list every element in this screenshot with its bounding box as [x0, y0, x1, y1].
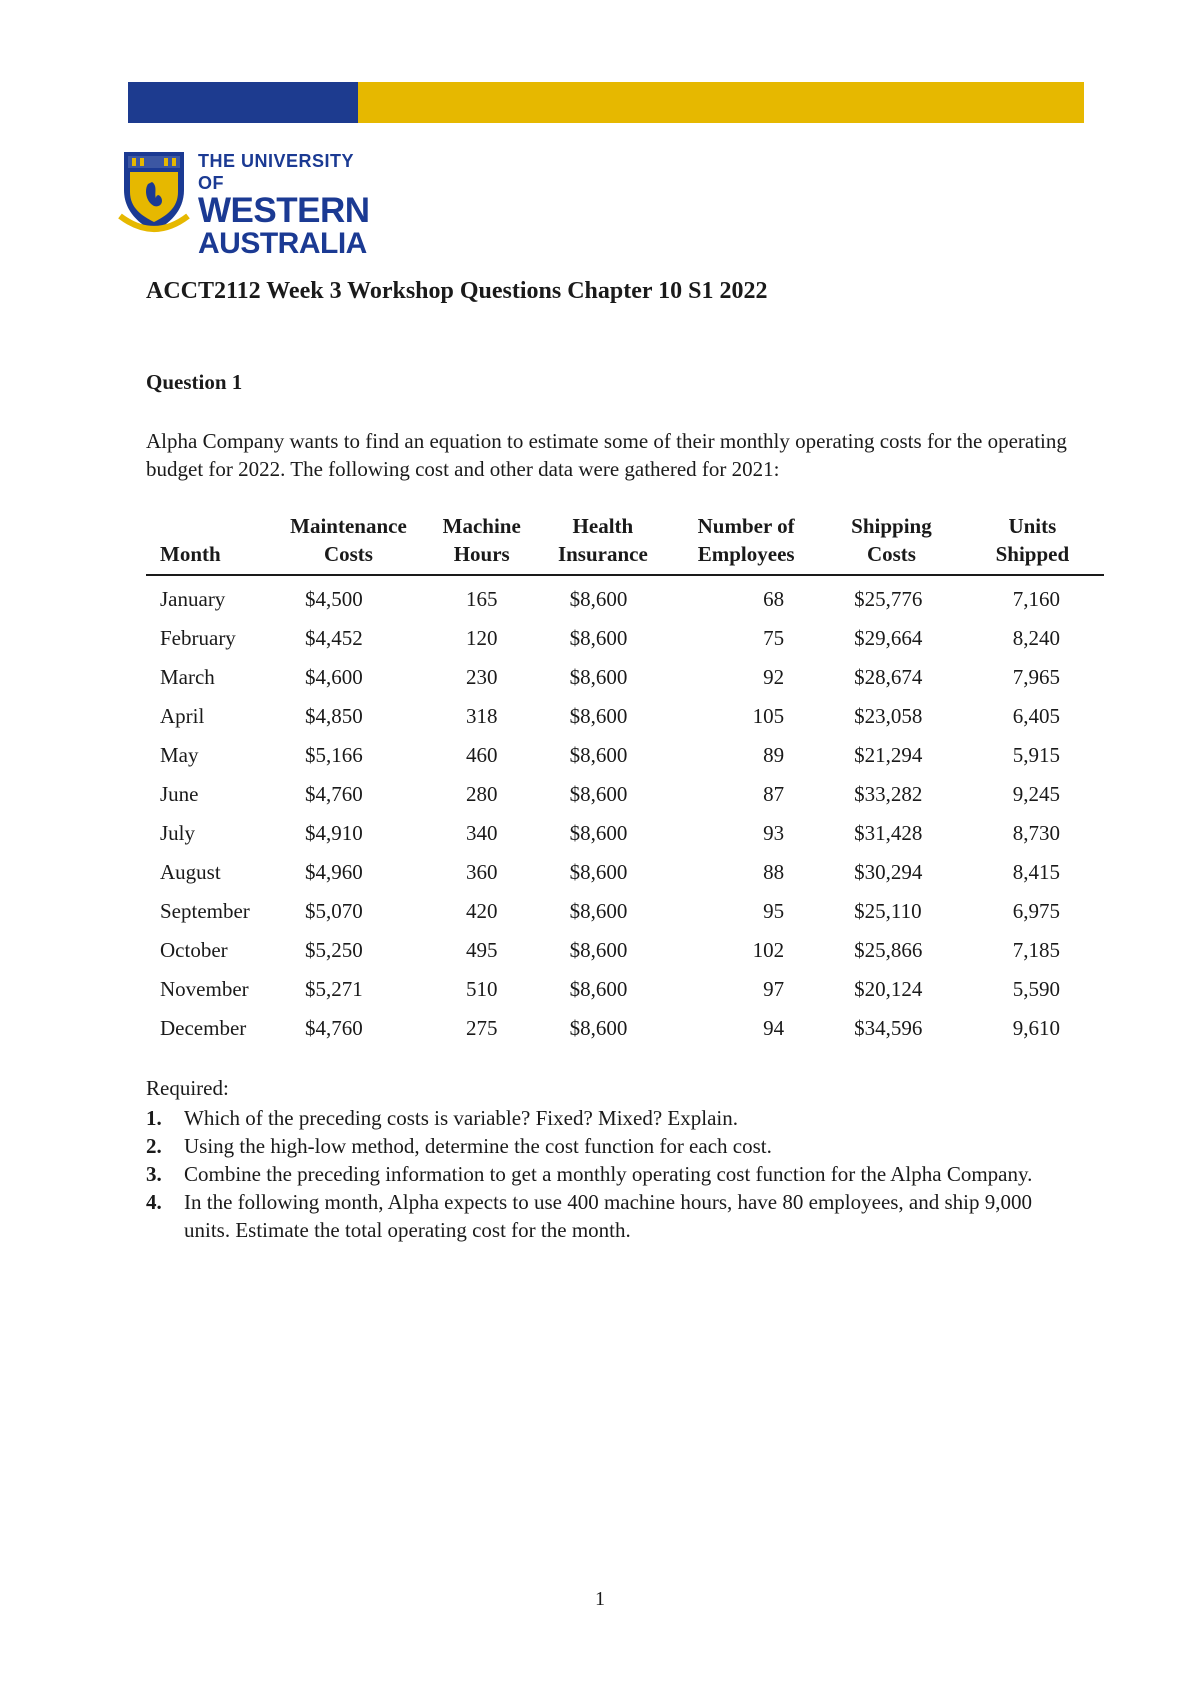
cell-number-of-employees: 92 — [763, 665, 785, 689]
cell-machine-hours: 495 — [465, 938, 498, 962]
cell-machine-hours: 340 — [465, 821, 498, 845]
list-item-text: Using the high-low method, determine the cost function for each cost. — [184, 1134, 772, 1158]
cell-health-insurance: $8,600 — [569, 1016, 628, 1040]
table-row — [146, 697, 1104, 736]
cell-number-of-employees: 87 — [763, 782, 785, 806]
cell-month: August — [160, 860, 221, 884]
cell-health-insurance: $8,600 — [569, 977, 628, 1001]
cell-shipping-costs: $28,674 — [854, 665, 923, 689]
cell-health-insurance: $8,600 — [569, 626, 628, 650]
cell-number-of-employees: 95 — [763, 899, 785, 923]
cell-maintenance-costs: $4,760 — [305, 782, 363, 806]
table-row — [146, 658, 1104, 697]
document-title: ACCT2112 Week 3 Workshop Questions Chapter 10 S1 2022 — [146, 278, 768, 304]
cell-maintenance-costs: $5,271 — [305, 977, 363, 1001]
cell-shipping-costs: $33,282 — [854, 782, 923, 806]
cell-month: November — [160, 977, 249, 1001]
cell-units-shipped: 5,915 — [1012, 743, 1060, 767]
cell-health-insurance: $8,600 — [569, 860, 628, 884]
cell-maintenance-costs: $4,760 — [305, 1016, 363, 1040]
table-row — [146, 931, 1104, 970]
header-month: Month — [146, 512, 269, 575]
table-row — [146, 775, 1104, 814]
cell-health-insurance: $8,600 — [569, 665, 628, 689]
cell-shipping-costs: $34,596 — [854, 1016, 923, 1040]
cell-health-insurance: $8,600 — [569, 587, 628, 611]
cell-maintenance-costs: $4,452 — [305, 626, 363, 650]
list-item-number: 2. — [146, 1134, 162, 1158]
cell-machine-hours: 120 — [465, 626, 498, 650]
table-row — [146, 619, 1104, 658]
cell-number-of-employees: 68 — [763, 587, 785, 611]
cell-machine-hours: 165 — [465, 587, 498, 611]
cell-month: July — [160, 821, 196, 845]
table-row — [146, 575, 1104, 619]
cell-maintenance-costs: $5,166 — [305, 743, 363, 767]
cell-number-of-employees: 97 — [763, 977, 785, 1001]
cell-number-of-employees: 93 — [763, 821, 785, 845]
cell-month: October — [160, 938, 228, 962]
cell-month: January — [160, 587, 226, 611]
header-maintenance-costs: Maintenance Costs — [269, 512, 428, 575]
cell-machine-hours: 275 — [465, 1016, 498, 1040]
list-item-number: 4. — [146, 1190, 162, 1214]
crest-icon — [118, 150, 190, 234]
cell-units-shipped: 7,965 — [1012, 665, 1060, 689]
cell-machine-hours: 230 — [465, 665, 498, 689]
question-heading: Question 1 — [146, 370, 243, 394]
list-item-number: 3. — [146, 1162, 162, 1186]
cell-units-shipped: 8,730 — [1012, 821, 1060, 845]
cell-units-shipped: 6,975 — [1012, 899, 1060, 923]
cell-month: February — [160, 626, 236, 650]
cell-number-of-employees: 102 — [752, 938, 785, 962]
cell-maintenance-costs: $4,960 — [305, 860, 363, 884]
cell-machine-hours: 510 — [465, 977, 498, 1001]
cell-health-insurance: $8,600 — [569, 704, 628, 728]
header-band-gold — [358, 82, 1084, 123]
list-item-text: In the following month, Alpha expects to use 400 machine hours, have 80 employees, and ship 9,000 units. Estimate the total operating cost for the month. — [184, 1190, 1033, 1242]
cell-shipping-costs: $25,866 — [854, 938, 923, 962]
cell-units-shipped: 8,415 — [1012, 860, 1060, 884]
logo-line-2: WESTERN — [198, 191, 370, 230]
cell-machine-hours: 460 — [465, 743, 498, 767]
cell-number-of-employees: 105 — [752, 704, 785, 728]
cell-month: April — [160, 704, 205, 728]
question-intro: Alpha Company wants to find an equation to estimate some of their monthly operating costs for the operating budget for 2022. The following cost and other data were gathered for 2021: — [146, 429, 1067, 481]
cell-units-shipped: 6,405 — [1012, 704, 1060, 728]
table-header-row — [146, 512, 1104, 575]
required-list — [146, 1104, 1076, 1244]
cell-maintenance-costs: $5,070 — [305, 899, 363, 923]
cell-number-of-employees: 89 — [763, 743, 785, 767]
cell-number-of-employees: 75 — [763, 626, 785, 650]
cell-machine-hours: 318 — [465, 704, 498, 728]
cost-data-table — [146, 512, 1104, 1048]
table-row — [146, 1009, 1104, 1048]
cell-shipping-costs: $23,058 — [854, 704, 923, 728]
list-item-text: Combine the preceding information to get a monthly operating cost function for the Alpha Company. — [184, 1162, 1033, 1186]
cell-number-of-employees: 94 — [763, 1016, 785, 1040]
table-row — [146, 736, 1104, 775]
header-units-shipped: Units Shipped — [961, 512, 1104, 575]
table-row — [146, 892, 1104, 931]
cell-shipping-costs: $25,110 — [854, 899, 922, 923]
table-row — [146, 814, 1104, 853]
required-label: Required: — [146, 1076, 229, 1100]
university-logo — [118, 150, 370, 260]
logo-line-1: THE UNIVERSITY OF — [198, 151, 354, 193]
cell-shipping-costs: $20,124 — [854, 977, 923, 1001]
table-row — [146, 970, 1104, 1009]
cell-maintenance-costs: $4,500 — [305, 587, 363, 611]
cell-units-shipped: 7,160 — [1012, 587, 1060, 611]
list-item — [146, 1132, 1076, 1160]
cell-machine-hours: 280 — [465, 782, 498, 806]
cell-maintenance-costs: $4,600 — [305, 665, 363, 689]
header-band-blue — [128, 82, 358, 123]
cell-shipping-costs: $25,776 — [854, 587, 923, 611]
cell-health-insurance: $8,600 — [569, 782, 628, 806]
cell-machine-hours: 360 — [465, 860, 498, 884]
header-shipping-costs: Shipping Costs — [822, 512, 961, 575]
cell-number-of-employees: 88 — [763, 860, 785, 884]
list-item-text: Which of the preceding costs is variable? Fixed? Mixed? Explain. — [184, 1106, 738, 1130]
logo-wordmark — [198, 150, 370, 260]
cell-month: December — [160, 1016, 247, 1040]
cell-health-insurance: $8,600 — [569, 938, 628, 962]
cell-maintenance-costs: $4,850 — [305, 704, 363, 728]
cell-machine-hours: 420 — [465, 899, 498, 923]
cell-maintenance-costs: $5,250 — [305, 938, 363, 962]
cell-health-insurance: $8,600 — [569, 743, 628, 767]
logo-line-3: AUSTRALIA — [198, 227, 367, 260]
cell-maintenance-costs: $4,910 — [305, 821, 363, 845]
cell-shipping-costs: $30,294 — [854, 860, 923, 884]
page-number: 1 — [595, 1588, 605, 1610]
cell-month: May — [160, 743, 199, 767]
cell-health-insurance: $8,600 — [569, 899, 628, 923]
table-row — [146, 853, 1104, 892]
list-item — [146, 1104, 1076, 1132]
cell-shipping-costs: $21,294 — [854, 743, 923, 767]
cell-units-shipped: 9,610 — [1012, 1016, 1060, 1040]
cell-units-shipped: 5,590 — [1012, 977, 1060, 1001]
list-item-number: 1. — [146, 1106, 162, 1130]
cell-shipping-costs: $29,664 — [854, 626, 923, 650]
cell-units-shipped: 9,245 — [1012, 782, 1060, 806]
cell-health-insurance: $8,600 — [569, 821, 628, 845]
cell-shipping-costs: $31,428 — [854, 821, 923, 845]
header-color-band — [128, 82, 1084, 123]
cell-month: March — [160, 665, 215, 689]
cell-units-shipped: 7,185 — [1012, 938, 1060, 962]
cell-month: September — [160, 899, 250, 923]
list-item — [146, 1188, 1076, 1244]
list-item — [146, 1160, 1076, 1188]
header-health-insurance: Health Insurance — [536, 512, 671, 575]
cell-month: June — [160, 782, 199, 806]
header-machine-hours: Machine Hours — [428, 512, 536, 575]
cell-units-shipped: 8,240 — [1012, 626, 1060, 650]
header-number-of-employees: Number of Employees — [670, 512, 822, 575]
